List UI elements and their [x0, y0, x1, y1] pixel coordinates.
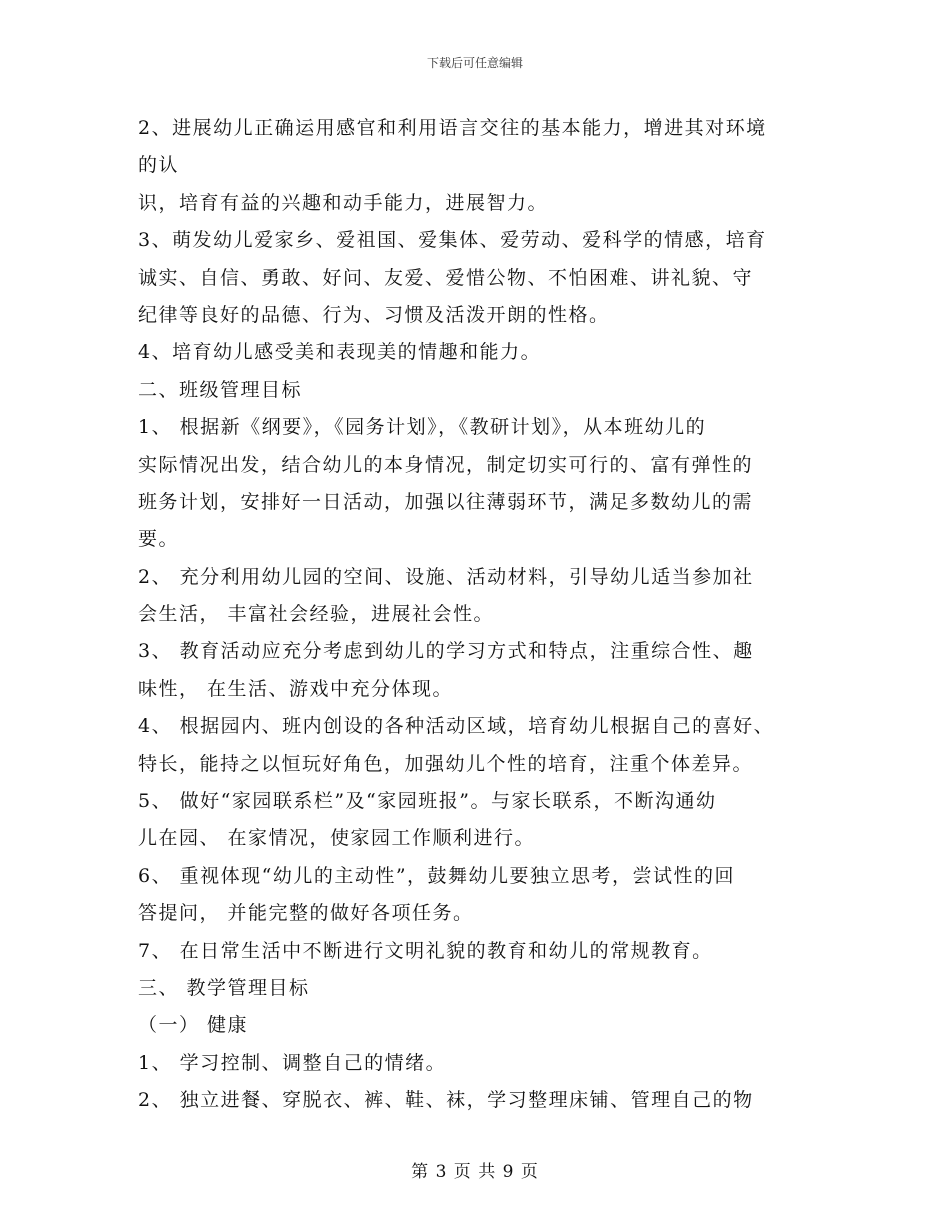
text-line: 2、 充分利用幼儿园的空间、设施、活动材料，引导幼儿适当参加社: [138, 565, 754, 588]
text-line: 答提问， 并能完整的做好各项任务。: [138, 902, 474, 925]
text-line: 7、 在日常生活中不断进行文明礼貌的教育和幼儿的常规教育。: [138, 939, 713, 962]
text-line: 5、 做好“家园联系栏”及“家园班报”。与家长联系，不断沟通幼: [138, 790, 717, 813]
text-line: 特长，能持之以恒玩好角色，加强幼儿个性的培育，注重个体差异。: [138, 752, 754, 775]
text-line: 实际情况出发，结合幼儿的本身情况，制定切实可行的、富有弹性的: [138, 453, 754, 476]
page-header: 下载后可任意编辑: [426, 56, 523, 70]
text-line: 诚实、自信、勇敢、好问、友爱、爱惜公物、不怕困难、讲礼貌、守: [138, 266, 754, 289]
text-line: 3、 教育活动应充分考虑到幼儿的学习方式和特点，注重综合性、趣: [138, 640, 754, 663]
text-line: 6、 重视体现“幼儿的主动性”，鼓舞幼儿要独立思考，尝试性的回: [138, 864, 736, 887]
text-line: 三、 教学管理目标: [138, 976, 310, 999]
text-line: 要。: [138, 528, 180, 551]
text-line: 1、 学习控制、调整自己的情绪。: [138, 1051, 447, 1074]
text-line: 2、进展幼儿正确运用感官和利用语言交往的基本能力，增进其对环境: [138, 117, 767, 139]
text-line: 4、 根据园内、班内创设的各种活动区域，培育幼儿根据自己的喜好、: [138, 715, 775, 738]
text-line: （一） 健康: [138, 1014, 249, 1037]
text-line: 味性， 在生活、游戏中充分体现。: [138, 677, 454, 700]
text-line: 4、培育幼儿感受美和表现美的情趣和能力。: [138, 341, 542, 364]
text-line: 3、萌发幼儿爱家乡、爱祖国、爱集体、爱劳动、爱科学的情感，培育: [138, 229, 767, 252]
text-line: 班务计划，安排好一日活动，加强以往薄弱环节，满足多数幼儿的需: [138, 490, 754, 513]
text-line: 识，培育有益的兴趣和动手能力，进展智力。: [138, 191, 549, 214]
text-line: 纪律等良好的品德、行为、习惯及活泼开朗的性格。: [138, 303, 610, 326]
text-line: 二、班级管理目标: [138, 378, 303, 401]
text-line: 的认: [138, 154, 180, 177]
page-footer: 第 3 页 共 9 页: [411, 1162, 539, 1182]
text-line: 1、 根据新《纲要》，《园务计划》，《教研计划》，从本班幼儿的: [138, 416, 707, 439]
text-line: 儿在园、 在家情况，使家园工作顺利进行。: [138, 827, 536, 850]
text-line: 2、 独立进餐、穿脱衣、裤、鞋、袜，学习整理床铺、管理自己的物: [138, 1089, 754, 1112]
text-line: 会生活， 丰富社会经验，进展社会性。: [138, 603, 495, 626]
body-text: [138, 110, 813, 1120]
